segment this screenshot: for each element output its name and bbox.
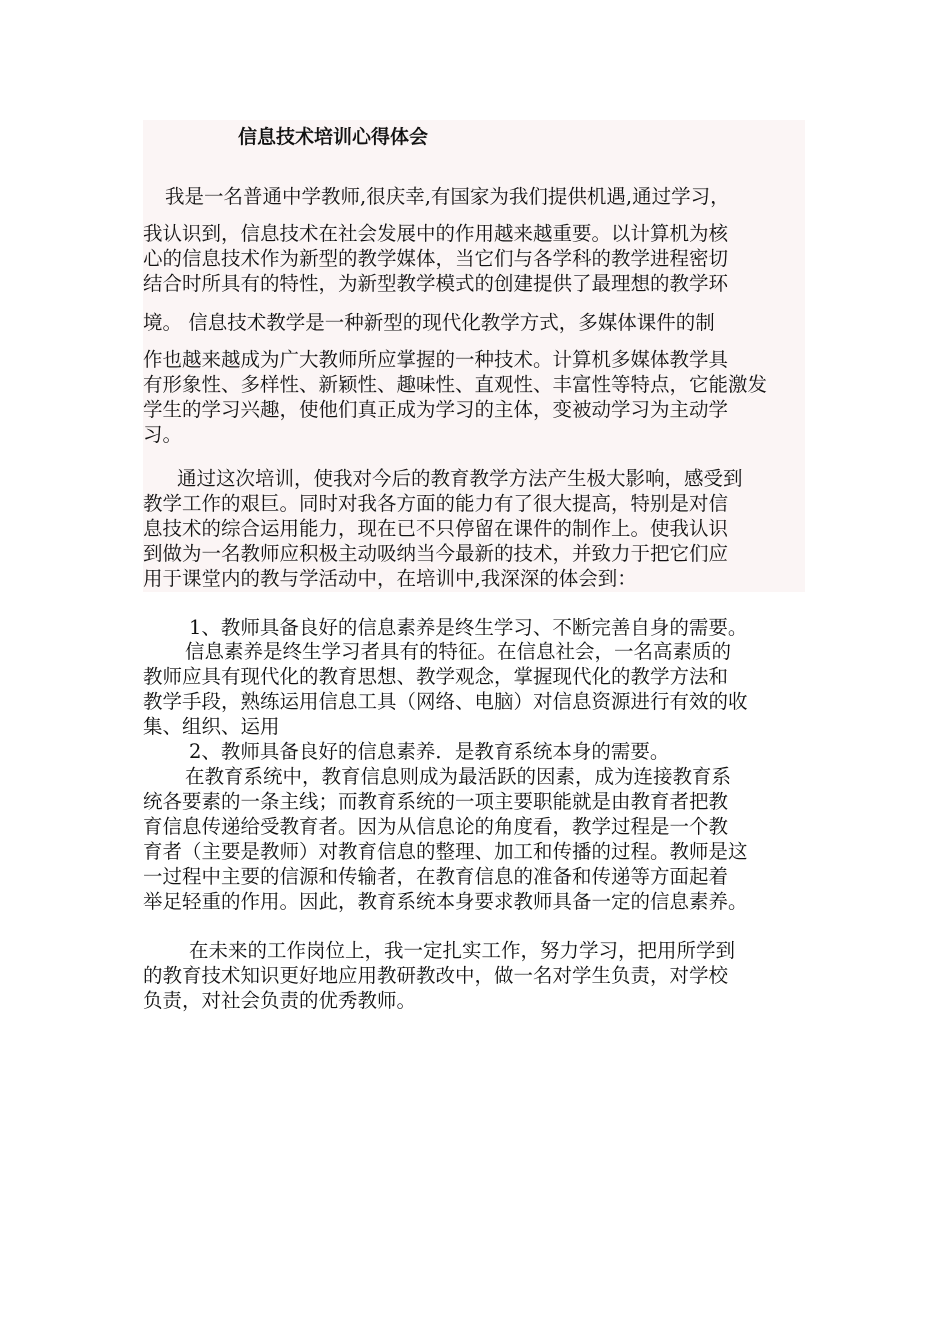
document-title: 信息技术培训心得体会 bbox=[238, 126, 429, 148]
text-line: 我是一名普通中学教师,很庆幸,有国家为我们提供机遇,通过学习， bbox=[165, 185, 730, 208]
text-line: 教师应具有现代化的教育思想、教学观念，掌握现代化的教学方法和 bbox=[143, 665, 729, 688]
text-line: 结合时所具有的特性，为新型教学模式的创建提供了最理想的教学环 bbox=[143, 272, 729, 295]
text-line: 育者（主要是教师）对教育信息的整理、加工和传播的过程。教师是这 bbox=[143, 840, 748, 863]
text-line: 教学工作的艰巨。同时对我各方面的能力有了很大提高，特别是对信 bbox=[143, 492, 729, 515]
text-line: 2、教师具备良好的信息素养．是教育系统本身的需要。 bbox=[189, 740, 670, 763]
text-line: 学生的学习兴趣，使他们真正成为学习的主体，变被动学习为主动学 bbox=[143, 398, 729, 421]
text-line: 在教育系统中，教育信息则成为最活跃的因素，成为连接教育系 bbox=[185, 765, 732, 788]
text-line: 用于课堂内的教与学活动中，在培训中,我深深的体会到： bbox=[143, 567, 637, 590]
text-line: 习。 bbox=[143, 423, 183, 446]
text-line: 境。 信息技术教学是一种新型的现代化教学方式，多媒体课件的制 bbox=[143, 311, 715, 334]
text-line: 统各要素的一条主线；而教育系统的一项主要职能就是由教育者把教 bbox=[143, 790, 729, 813]
text-line: 在未来的工作岗位上，我一定扎实工作，努力学习，把用所学到 bbox=[189, 939, 736, 962]
text-line: 有形象性、多样性、新颖性、趣味性、直观性、丰富性等特点，它能激发 bbox=[143, 373, 768, 396]
text-line: 育信息传递给受教育者。因为从信息论的角度看，教学过程是一个教 bbox=[143, 815, 729, 838]
text-line: 信息素养是终生学习者具有的特征。在信息社会，一名高素质的 bbox=[185, 640, 732, 663]
text-line: 集、组织、运用 bbox=[143, 715, 280, 738]
text-line: 到做为一名教师应积极主动吸纳当今最新的技术，并致力于把它们应 bbox=[143, 542, 729, 565]
text-line: 通过这次培训，使我对今后的教育教学方法产生极大影响，感受到 bbox=[177, 467, 743, 490]
text-line: 的教育技术知识更好地应用教研教改中，做一名对学生负责，对学校 bbox=[143, 964, 729, 987]
text-line: 负责，对社会负责的优秀教师。 bbox=[143, 989, 417, 1012]
text-line: 教学手段，熟练运用信息工具（网络、电脑）对信息资源进行有效的收 bbox=[143, 690, 748, 713]
text-line: 我认识到，信息技术在社会发展中的作用越来越重要。以计算机为核 bbox=[143, 222, 729, 245]
text-line: 举足轻重的作用。因此，教育系统本身要求教师具备一定的信息素养。 bbox=[143, 890, 748, 913]
text-line: 心的信息技术作为新型的教学媒体，当它们与各学科的教学进程密切 bbox=[143, 247, 729, 270]
text-line: 1、教师具备良好的信息素养是终生学习、不断完善自身的需要。 bbox=[189, 616, 748, 639]
text-line: 作也越来越成为广大教师所应掌握的一种技术。计算机多媒体教学具 bbox=[143, 348, 729, 371]
text-line: 息技术的综合运用能力，现在已不只停留在课件的制作上。使我认识 bbox=[143, 517, 729, 540]
text-line: 一过程中主要的信源和传输者，在教育信息的准备和传递等方面起着 bbox=[143, 865, 729, 888]
